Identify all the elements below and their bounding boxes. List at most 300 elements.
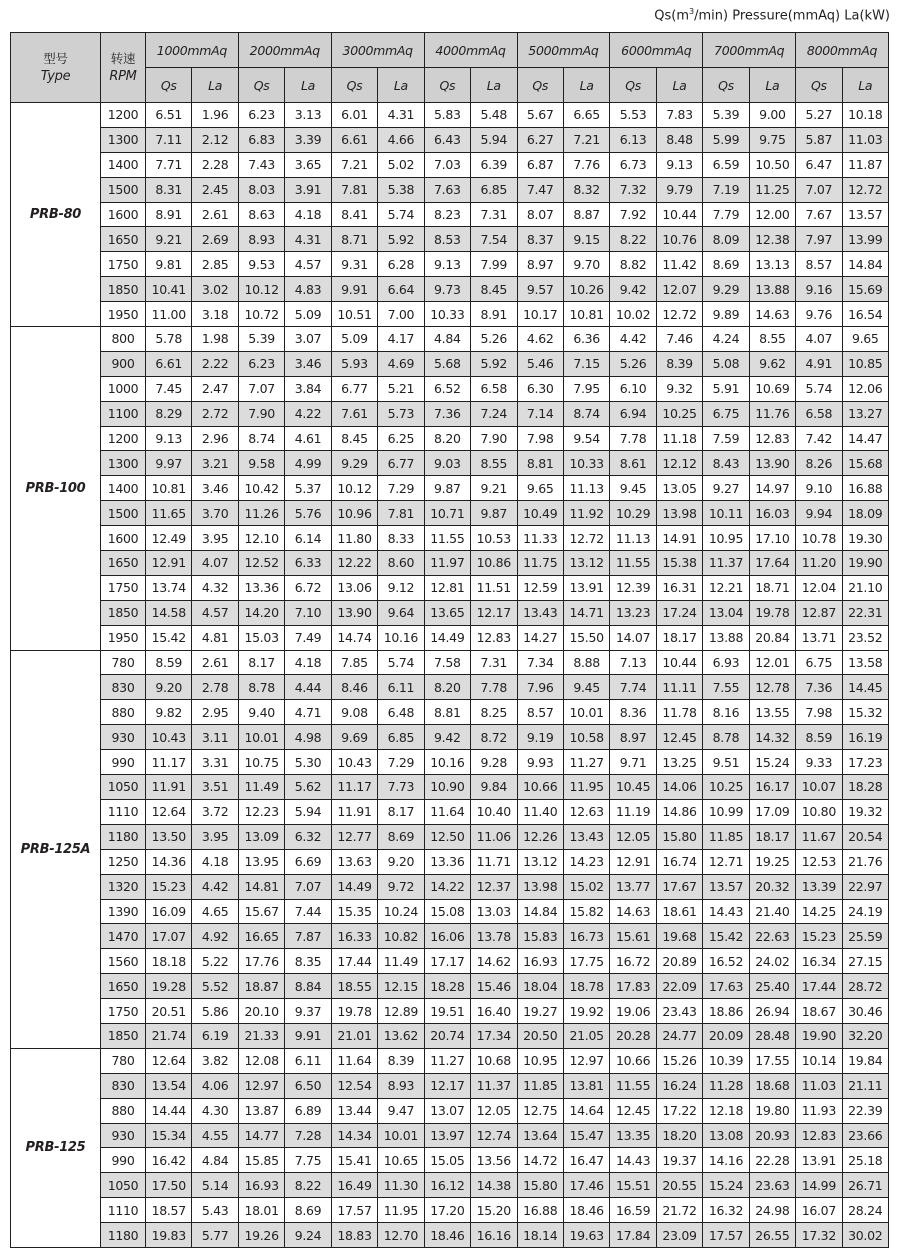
qs-value-cell: 13.06 <box>331 575 377 600</box>
la-value-cell: 7.31 <box>471 202 517 227</box>
la-value-cell: 13.25 <box>656 750 702 775</box>
la-value-cell: 13.57 <box>842 202 888 227</box>
la-value-cell: 12.37 <box>471 874 517 899</box>
qs-value-cell: 9.29 <box>331 451 377 476</box>
qs-value-cell: 13.77 <box>610 874 656 899</box>
la-value-cell: 12.12 <box>656 451 702 476</box>
table-row <box>11 750 889 775</box>
table-row <box>11 700 889 725</box>
qs-value-cell: 8.26 <box>796 451 842 476</box>
qs-value-cell: 10.01 <box>238 725 284 750</box>
qs-value-cell: 9.97 <box>146 451 192 476</box>
la-value-cell: 9.65 <box>842 327 888 352</box>
la-subheader: La <box>842 68 888 103</box>
la-value-cell: 8.88 <box>563 650 609 675</box>
la-value-cell: 2.45 <box>192 177 238 202</box>
rpm-cell: 1750 <box>101 252 146 277</box>
la-value-cell: 11.06 <box>471 824 517 849</box>
qs-value-cell: 17.83 <box>610 974 656 999</box>
qs-value-cell: 8.74 <box>238 426 284 451</box>
table-row <box>11 824 889 849</box>
la-value-cell: 16.47 <box>563 1148 609 1173</box>
la-value-cell: 10.16 <box>378 625 424 650</box>
la-value-cell: 4.69 <box>378 351 424 376</box>
la-value-cell: 17.24 <box>656 600 702 625</box>
qs-value-cell: 6.94 <box>610 401 656 426</box>
qs-value-cell: 18.01 <box>238 1198 284 1223</box>
qs-value-cell: 6.61 <box>331 127 377 152</box>
la-value-cell: 11.37 <box>471 1073 517 1098</box>
la-value-cell: 8.69 <box>285 1198 331 1223</box>
rpm-cell: 1250 <box>101 849 146 874</box>
qs-value-cell: 10.17 <box>517 302 563 327</box>
qs-value-cell: 11.27 <box>424 1048 470 1073</box>
table-row <box>11 775 889 800</box>
la-value-cell: 5.37 <box>285 476 331 501</box>
rpm-cell: 1110 <box>101 1198 146 1223</box>
la-value-cell: 11.42 <box>656 252 702 277</box>
qs-value-cell: 12.50 <box>424 824 470 849</box>
qs-value-cell: 12.64 <box>146 1048 192 1073</box>
qs-value-cell: 8.16 <box>703 700 749 725</box>
table-row <box>11 874 889 899</box>
pressure-header: 6000mmAq <box>610 33 703 68</box>
la-value-cell: 18.61 <box>656 899 702 924</box>
la-value-cell: 22.63 <box>749 924 795 949</box>
qs-value-cell: 9.53 <box>238 252 284 277</box>
qs-value-cell: 18.14 <box>517 1223 563 1248</box>
qs-value-cell: 17.44 <box>331 949 377 974</box>
qs-value-cell: 18.18 <box>146 949 192 974</box>
qs-value-cell: 4.91 <box>796 351 842 376</box>
qs-value-cell: 17.50 <box>146 1173 192 1198</box>
qs-value-cell: 12.53 <box>796 849 842 874</box>
qs-value-cell: 6.87 <box>517 152 563 177</box>
model-name-cell: PRB-125A <box>11 650 101 1048</box>
la-value-cell: 18.46 <box>563 1198 609 1223</box>
la-value-cell: 16.17 <box>749 775 795 800</box>
qs-value-cell: 18.46 <box>424 1223 470 1248</box>
la-value-cell: 9.62 <box>749 351 795 376</box>
la-value-cell: 20.93 <box>749 1123 795 1148</box>
pressure-header: 8000mmAq <box>796 33 889 68</box>
qs-value-cell: 10.49 <box>517 501 563 526</box>
qs-value-cell: 14.27 <box>517 625 563 650</box>
la-value-cell: 4.18 <box>285 650 331 675</box>
rpm-cell: 1400 <box>101 152 146 177</box>
qs-value-cell: 10.02 <box>610 302 656 327</box>
qs-value-cell: 8.43 <box>703 451 749 476</box>
la-value-cell: 9.75 <box>749 127 795 152</box>
la-value-cell: 14.06 <box>656 775 702 800</box>
la-value-cell: 5.86 <box>192 999 238 1024</box>
la-value-cell: 6.85 <box>471 177 517 202</box>
la-value-cell: 2.95 <box>192 700 238 725</box>
qs-value-cell: 10.25 <box>703 775 749 800</box>
la-value-cell: 4.81 <box>192 625 238 650</box>
la-value-cell: 22.28 <box>749 1148 795 1173</box>
qs-value-cell: 18.04 <box>517 974 563 999</box>
la-value-cell: 7.95 <box>563 376 609 401</box>
qs-value-cell: 20.50 <box>517 1023 563 1048</box>
qs-value-cell: 18.67 <box>796 999 842 1024</box>
qs-value-cell: 8.69 <box>703 252 749 277</box>
qs-value-cell: 12.91 <box>610 849 656 874</box>
qs-value-cell: 9.69 <box>331 725 377 750</box>
la-value-cell: 11.11 <box>656 675 702 700</box>
la-value-cell: 15.38 <box>656 551 702 576</box>
la-value-cell: 10.68 <box>471 1048 517 1073</box>
la-value-cell: 5.92 <box>471 351 517 376</box>
qs-value-cell: 6.43 <box>424 127 470 152</box>
qs-value-cell: 12.10 <box>238 526 284 551</box>
rpm-cell: 780 <box>101 1048 146 1073</box>
qs-value-cell: 20.09 <box>703 1023 749 1048</box>
qs-subheader: Qs <box>610 68 656 103</box>
rpm-cell: 1650 <box>101 551 146 576</box>
qs-value-cell: 12.49 <box>146 526 192 551</box>
la-value-cell: 10.44 <box>656 650 702 675</box>
la-value-cell: 25.40 <box>749 974 795 999</box>
la-subheader: La <box>749 68 795 103</box>
la-value-cell: 6.50 <box>285 1073 331 1098</box>
la-value-cell: 19.30 <box>842 526 888 551</box>
qs-value-cell: 6.93 <box>703 650 749 675</box>
qs-value-cell: 5.27 <box>796 103 842 128</box>
la-value-cell: 7.73 <box>378 775 424 800</box>
qs-value-cell: 13.54 <box>146 1073 192 1098</box>
qs-value-cell: 12.39 <box>610 575 656 600</box>
la-value-cell: 16.03 <box>749 501 795 526</box>
qs-value-cell: 10.12 <box>238 277 284 302</box>
la-value-cell: 10.58 <box>563 725 609 750</box>
la-value-cell: 23.43 <box>656 999 702 1024</box>
la-value-cell: 16.54 <box>842 302 888 327</box>
la-value-cell: 9.45 <box>563 675 609 700</box>
qs-value-cell: 12.97 <box>238 1073 284 1098</box>
table-row <box>11 1148 889 1173</box>
qs-value-cell: 16.93 <box>238 1173 284 1198</box>
la-value-cell: 11.71 <box>471 849 517 874</box>
qs-subheader: Qs <box>146 68 192 103</box>
qs-value-cell: 14.72 <box>517 1148 563 1173</box>
qs-value-cell: 7.42 <box>796 426 842 451</box>
la-value-cell: 7.44 <box>285 899 331 924</box>
la-value-cell: 24.77 <box>656 1023 702 1048</box>
la-value-cell: 28.24 <box>842 1198 888 1223</box>
qs-value-cell: 16.12 <box>424 1173 470 1198</box>
la-value-cell: 11.87 <box>842 152 888 177</box>
pressure-header: 7000mmAq <box>703 33 796 68</box>
la-value-cell: 6.32 <box>285 824 331 849</box>
qs-value-cell: 6.47 <box>796 152 842 177</box>
la-value-cell: 5.43 <box>192 1198 238 1223</box>
qs-value-cell: 10.95 <box>703 526 749 551</box>
rpm-cell: 930 <box>101 725 146 750</box>
la-value-cell: 7.87 <box>285 924 331 949</box>
qs-value-cell: 6.73 <box>610 152 656 177</box>
la-value-cell: 2.85 <box>192 252 238 277</box>
qs-value-cell: 13.44 <box>331 1098 377 1123</box>
qs-value-cell: 12.08 <box>238 1048 284 1073</box>
qs-value-cell: 8.71 <box>331 227 377 252</box>
la-value-cell: 17.64 <box>749 551 795 576</box>
qs-value-cell: 13.64 <box>517 1123 563 1148</box>
qs-value-cell: 6.51 <box>146 103 192 128</box>
table-row <box>11 575 889 600</box>
la-value-cell: 19.78 <box>749 600 795 625</box>
qs-subheader: Qs <box>331 68 377 103</box>
la-value-cell: 12.83 <box>471 625 517 650</box>
qs-value-cell: 17.32 <box>796 1223 842 1248</box>
qs-value-cell: 9.13 <box>146 426 192 451</box>
la-value-cell: 1.96 <box>192 103 238 128</box>
qs-value-cell: 9.29 <box>703 277 749 302</box>
table-row <box>11 227 889 252</box>
la-value-cell: 24.19 <box>842 899 888 924</box>
rpm-cell: 990 <box>101 1148 146 1173</box>
qs-value-cell: 12.21 <box>703 575 749 600</box>
la-value-cell: 9.70 <box>563 252 609 277</box>
la-value-cell: 5.74 <box>378 202 424 227</box>
la-value-cell: 6.39 <box>471 152 517 177</box>
qs-value-cell: 10.66 <box>517 775 563 800</box>
qs-value-cell: 7.03 <box>424 152 470 177</box>
qs-value-cell: 9.10 <box>796 476 842 501</box>
qs-value-cell: 10.45 <box>610 775 656 800</box>
qs-value-cell: 11.26 <box>238 501 284 526</box>
qs-value-cell: 9.42 <box>424 725 470 750</box>
qs-value-cell: 7.98 <box>517 426 563 451</box>
rpm-cell: 830 <box>101 675 146 700</box>
la-value-cell: 13.62 <box>378 1023 424 1048</box>
la-value-cell: 13.13 <box>749 252 795 277</box>
qs-value-cell: 13.91 <box>796 1148 842 1173</box>
qs-value-cell: 15.85 <box>238 1148 284 1173</box>
table-row <box>11 1123 889 1148</box>
qs-value-cell: 9.82 <box>146 700 192 725</box>
rpm-cell: 1750 <box>101 575 146 600</box>
qs-value-cell: 16.59 <box>610 1198 656 1223</box>
la-value-cell: 15.69 <box>842 277 888 302</box>
qs-value-cell: 12.87 <box>796 600 842 625</box>
la-value-cell: 10.18 <box>842 103 888 128</box>
la-value-cell: 14.32 <box>749 725 795 750</box>
la-value-cell: 19.37 <box>656 1148 702 1173</box>
la-value-cell: 9.12 <box>378 575 424 600</box>
la-value-cell: 2.69 <box>192 227 238 252</box>
la-value-cell: 23.63 <box>749 1173 795 1198</box>
qs-value-cell: 14.34 <box>331 1123 377 1148</box>
la-value-cell: 13.91 <box>563 575 609 600</box>
qs-value-cell: 5.08 <box>703 351 749 376</box>
qs-value-cell: 13.97 <box>424 1123 470 1148</box>
qs-value-cell: 13.36 <box>424 849 470 874</box>
qs-value-cell: 8.17 <box>238 650 284 675</box>
la-value-cell: 14.23 <box>563 849 609 874</box>
table-row <box>11 476 889 501</box>
table-row <box>11 625 889 650</box>
rpm-cell: 1000 <box>101 376 146 401</box>
qs-value-cell: 16.72 <box>610 949 656 974</box>
table-row <box>11 551 889 576</box>
qs-value-cell: 13.43 <box>517 600 563 625</box>
qs-value-cell: 15.51 <box>610 1173 656 1198</box>
la-value-cell: 9.15 <box>563 227 609 252</box>
la-value-cell: 7.00 <box>378 302 424 327</box>
la-value-cell: 11.30 <box>378 1173 424 1198</box>
la-value-cell: 16.74 <box>656 849 702 874</box>
table-header <box>11 33 889 103</box>
qs-value-cell: 6.83 <box>238 127 284 152</box>
qs-value-cell: 8.93 <box>238 227 284 252</box>
qs-value-cell: 16.49 <box>331 1173 377 1198</box>
qs-value-cell: 19.78 <box>331 999 377 1024</box>
qs-value-cell: 10.39 <box>703 1048 749 1073</box>
la-value-cell: 4.06 <box>192 1073 238 1098</box>
la-value-cell: 8.45 <box>471 277 517 302</box>
la-value-cell: 4.31 <box>378 103 424 128</box>
la-value-cell: 4.22 <box>285 401 331 426</box>
qs-value-cell: 4.42 <box>610 327 656 352</box>
la-subheader: La <box>563 68 609 103</box>
la-value-cell: 8.55 <box>749 327 795 352</box>
la-value-cell: 6.77 <box>378 451 424 476</box>
qs-value-cell: 12.45 <box>610 1098 656 1123</box>
qs-value-cell: 8.23 <box>424 202 470 227</box>
rpm-cell: 1560 <box>101 949 146 974</box>
la-value-cell: 6.28 <box>378 252 424 277</box>
table-row <box>11 799 889 824</box>
la-value-cell: 2.47 <box>192 376 238 401</box>
la-value-cell: 7.75 <box>285 1148 331 1173</box>
la-value-cell: 8.69 <box>378 824 424 849</box>
qs-value-cell: 16.52 <box>703 949 749 974</box>
qs-value-cell: 11.97 <box>424 551 470 576</box>
la-value-cell: 14.38 <box>471 1173 517 1198</box>
la-value-cell: 2.12 <box>192 127 238 152</box>
la-value-cell: 18.20 <box>656 1123 702 1148</box>
qs-subheader: Qs <box>703 68 749 103</box>
la-value-cell: 16.31 <box>656 575 702 600</box>
la-value-cell: 4.66 <box>378 127 424 152</box>
qs-value-cell: 11.37 <box>703 551 749 576</box>
la-value-cell: 3.07 <box>285 327 331 352</box>
qs-value-cell: 20.10 <box>238 999 284 1024</box>
qs-value-cell: 14.07 <box>610 625 656 650</box>
la-value-cell: 19.25 <box>749 849 795 874</box>
qs-value-cell: 18.87 <box>238 974 284 999</box>
la-value-cell: 18.17 <box>749 824 795 849</box>
la-value-cell: 9.32 <box>656 376 702 401</box>
qs-value-cell: 7.14 <box>517 401 563 426</box>
rpm-cell: 1950 <box>101 302 146 327</box>
table-row <box>11 650 889 675</box>
la-value-cell: 22.97 <box>842 874 888 899</box>
qs-value-cell: 10.96 <box>331 501 377 526</box>
pressure-header: 3000mmAq <box>331 33 424 68</box>
qs-value-cell: 10.16 <box>424 750 470 775</box>
qs-value-cell: 10.41 <box>146 277 192 302</box>
la-value-cell: 17.10 <box>749 526 795 551</box>
table-row <box>11 327 889 352</box>
la-value-cell: 20.54 <box>842 824 888 849</box>
qs-value-cell: 7.71 <box>146 152 192 177</box>
la-value-cell: 26.55 <box>749 1223 795 1248</box>
la-value-cell: 10.44 <box>656 202 702 227</box>
qs-value-cell: 11.75 <box>517 551 563 576</box>
la-value-cell: 13.78 <box>471 924 517 949</box>
qs-value-cell: 6.77 <box>331 376 377 401</box>
la-value-cell: 14.63 <box>749 302 795 327</box>
qs-value-cell: 5.87 <box>796 127 842 152</box>
la-value-cell: 10.86 <box>471 551 517 576</box>
qs-value-cell: 15.23 <box>146 874 192 899</box>
qs-value-cell: 9.81 <box>146 252 192 277</box>
la-value-cell: 21.40 <box>749 899 795 924</box>
qs-value-cell: 11.00 <box>146 302 192 327</box>
la-value-cell: 19.68 <box>656 924 702 949</box>
la-value-cell: 11.49 <box>378 949 424 974</box>
la-value-cell: 12.00 <box>749 202 795 227</box>
qs-value-cell: 14.74 <box>331 625 377 650</box>
la-value-cell: 4.18 <box>285 202 331 227</box>
la-value-cell: 12.72 <box>656 302 702 327</box>
la-value-cell: 17.46 <box>563 1173 609 1198</box>
rpm-cell: 780 <box>101 650 146 675</box>
rpm-cell: 1500 <box>101 177 146 202</box>
la-value-cell: 5.92 <box>378 227 424 252</box>
la-value-cell: 22.09 <box>656 974 702 999</box>
la-value-cell: 10.53 <box>471 526 517 551</box>
qs-value-cell: 5.39 <box>238 327 284 352</box>
la-value-cell: 3.13 <box>285 103 331 128</box>
la-value-cell: 17.75 <box>563 949 609 974</box>
la-value-cell: 12.83 <box>749 426 795 451</box>
la-value-cell: 16.16 <box>471 1223 517 1248</box>
la-value-cell: 7.28 <box>285 1123 331 1148</box>
la-value-cell: 9.37 <box>285 999 331 1024</box>
qs-value-cell: 14.49 <box>424 625 470 650</box>
la-value-cell: 13.88 <box>749 277 795 302</box>
qs-value-cell: 8.45 <box>331 426 377 451</box>
qs-value-cell: 9.71 <box>610 750 656 775</box>
qs-value-cell: 11.80 <box>331 526 377 551</box>
qs-value-cell: 8.07 <box>517 202 563 227</box>
la-value-cell: 4.92 <box>192 924 238 949</box>
la-value-cell: 15.46 <box>471 974 517 999</box>
qs-value-cell: 7.21 <box>331 152 377 177</box>
la-value-cell: 7.83 <box>656 103 702 128</box>
la-value-cell: 15.47 <box>563 1123 609 1148</box>
la-value-cell: 17.67 <box>656 874 702 899</box>
qs-value-cell: 7.32 <box>610 177 656 202</box>
qs-value-cell: 5.93 <box>331 351 377 376</box>
table-row <box>11 526 889 551</box>
la-value-cell: 23.66 <box>842 1123 888 1148</box>
la-value-cell: 13.58 <box>842 650 888 675</box>
qs-value-cell: 7.36 <box>424 401 470 426</box>
qs-value-cell: 20.74 <box>424 1023 470 1048</box>
qs-value-cell: 11.40 <box>517 799 563 824</box>
la-value-cell: 6.33 <box>285 551 331 576</box>
la-value-cell: 10.24 <box>378 899 424 924</box>
qs-value-cell: 7.58 <box>424 650 470 675</box>
la-value-cell: 5.48 <box>471 103 517 128</box>
qs-value-cell: 19.27 <box>517 999 563 1024</box>
qs-value-cell: 6.23 <box>238 103 284 128</box>
qs-value-cell: 15.23 <box>796 924 842 949</box>
